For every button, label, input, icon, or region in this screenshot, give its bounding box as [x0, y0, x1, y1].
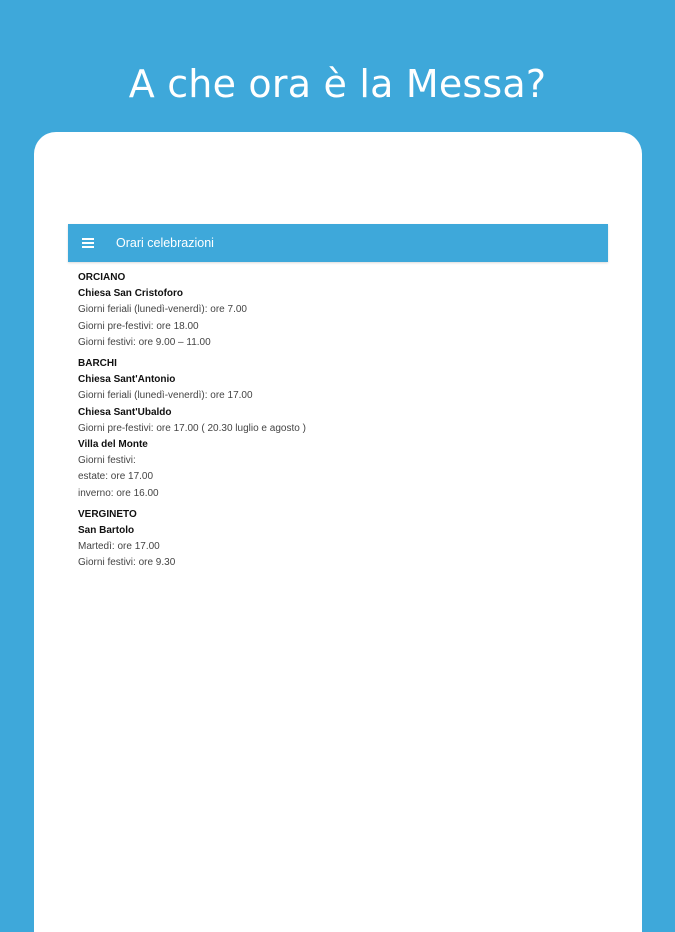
app-bar-title: Orari celebrazioni	[116, 236, 214, 250]
app-bar	[68, 224, 608, 262]
church-name: Chiesa Sant'Ubaldo	[78, 406, 172, 418]
place-name: ORCIANO	[78, 272, 126, 283]
schedule-line: Giorni pre-festivi: ore 18.00	[78, 320, 199, 332]
schedule-line: Giorni festivi: ore 9.30	[78, 557, 176, 569]
schedule-line: Giorni festivi: ore 9.00 – 11.00	[78, 336, 211, 348]
schedule-line: Giorni feriali (lunedì-venerdì): ore 7.00	[78, 304, 247, 316]
schedule-line: inverno: ore 16.00	[78, 487, 159, 499]
church-name: Chiesa Sant'Antonio	[78, 374, 176, 386]
mass-schedule-content	[78, 270, 598, 577]
schedule-line: Giorni pre-festivi: ore 17.00 ( 20.30 luglio e agosto )	[78, 422, 306, 434]
place-name: BARCHI	[78, 358, 117, 370]
promo-headline: A che ora è la Messa?	[128, 62, 547, 106]
section-vergineto	[78, 507, 598, 572]
schedule-line: Giorni festivi:	[78, 455, 136, 467]
section-orciano	[78, 270, 598, 351]
schedule-line: Martedì: ore 17.00	[78, 541, 160, 553]
section-barchi	[78, 356, 598, 502]
church-name: Villa del Monte	[78, 439, 148, 451]
schedule-line: Giorni feriali (lunedì-venerdì): ore 17.00	[78, 390, 253, 402]
church-name: San Bartolo	[78, 525, 135, 537]
church-name: Chiesa San Cristoforo	[78, 288, 184, 300]
schedule-line: estate: ore 17.00	[78, 471, 154, 483]
place-name: VERGINETO	[78, 508, 137, 520]
hamburger-menu-icon[interactable]	[82, 238, 94, 248]
